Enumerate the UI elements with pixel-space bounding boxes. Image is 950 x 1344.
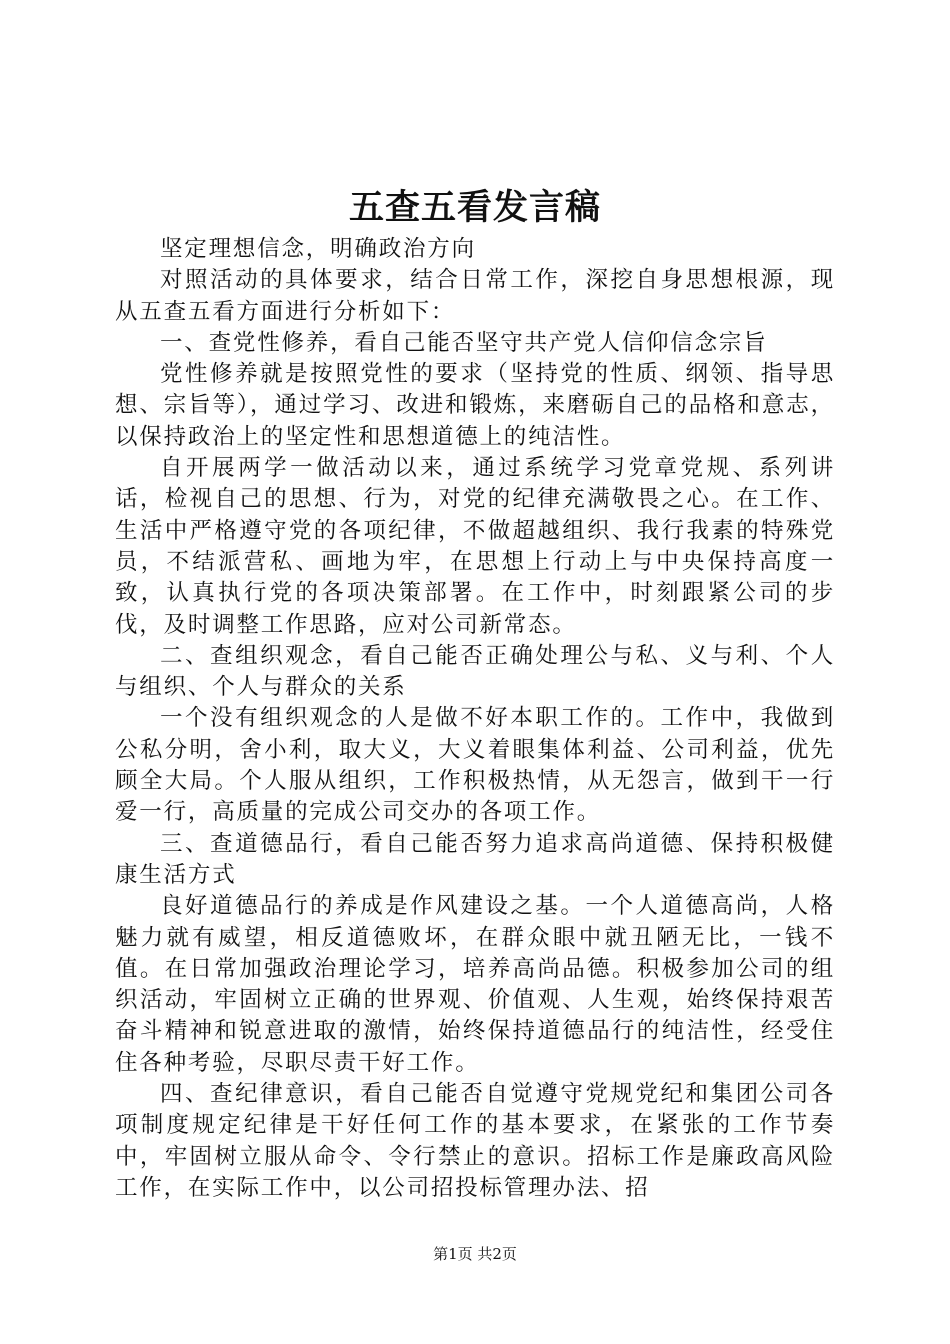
section-heading: 四、查纪律意识，看自己能否自觉遵守党规党纪和集团公司各项制度规定纪律是干好任何工作的基本要求，在紧张的工作节奏中，牢固树立服从命令、令行禁止的意识。招标工作是廉政高风险工作，在实际工作中，以公司招投标管理办法、招: [115, 1081, 835, 1201]
document-title: 五查五看发言稿: [348, 187, 601, 228]
paragraph: 自开展两学一做活动以来，通过系统学习党章党规、系列讲话，检视自己的思想、行为，对党的纪律充满敬畏之心。在工作、生活中严格遵守党的各项纪律，不做超越组织、我行我素的特殊党员，不结派营私、画地为牢，在思想上行动上与中央保持高度一致，认真执行党的各项决策部署。在工作中，时刻跟紧公司的步伐，及时调整工作思路，应对公司新常态。: [115, 455, 835, 638]
paragraph: 一个没有组织观念的人是做不好本职工作的。工作中，我做到公私分明，舍小利，取大义，大义着眼集体利益、公司利益，优先顾全大局。个人服从组织，工作积极热情，从无怨言，做到干一行爱一行，高质量的完成公司交办的各项工作。: [115, 705, 835, 826]
document-body: [115, 234, 835, 1204]
section-heading: 三、查道德品行，看自己能否努力追求高尚道德、保持积极健康生活方式: [115, 830, 835, 888]
paragraph: 党性修养就是按照党性的要求（坚持党的性质、纲领、指导思想、宗旨等），通过学习、改进和锻炼，来磨砺自己的品格和意志，以保持政治上的坚定性和思想道德上的纯洁性。: [115, 361, 835, 450]
section-heading: 一、查党性修养，看自己能否坚守共产党人信仰信念宗旨: [160, 329, 768, 356]
page-footer: 第1页 共2页: [433, 1245, 517, 1263]
paragraph: 良好道德品行的养成是作风建设之基。一个人道德高尚，人格魅力就有威望，相反道德败坏，在群众眼中就丑陋无比，一钱不值。在日常加强政治理论学习，培养高尚品德。积极参加公司的组织活动，牢固树立正确的世界观、价值观、人生观，始终保持艰苦奋斗精神和锐意进取的激情，始终保持道德品行的纯洁性，经受住住各种考验，尽职尽责干好工作。: [115, 893, 835, 1076]
section-heading: 二、查组织观念，看自己能否正确处理公与私、义与利、个人与组织、个人与群众的关系: [115, 642, 835, 701]
paragraph: 坚定理想信念，明确政治方向: [160, 236, 476, 262]
paragraph: 对照活动的具体要求，结合日常工作，深挖自身思想根源，现从五查五看方面进行分析如下：: [115, 267, 835, 325]
